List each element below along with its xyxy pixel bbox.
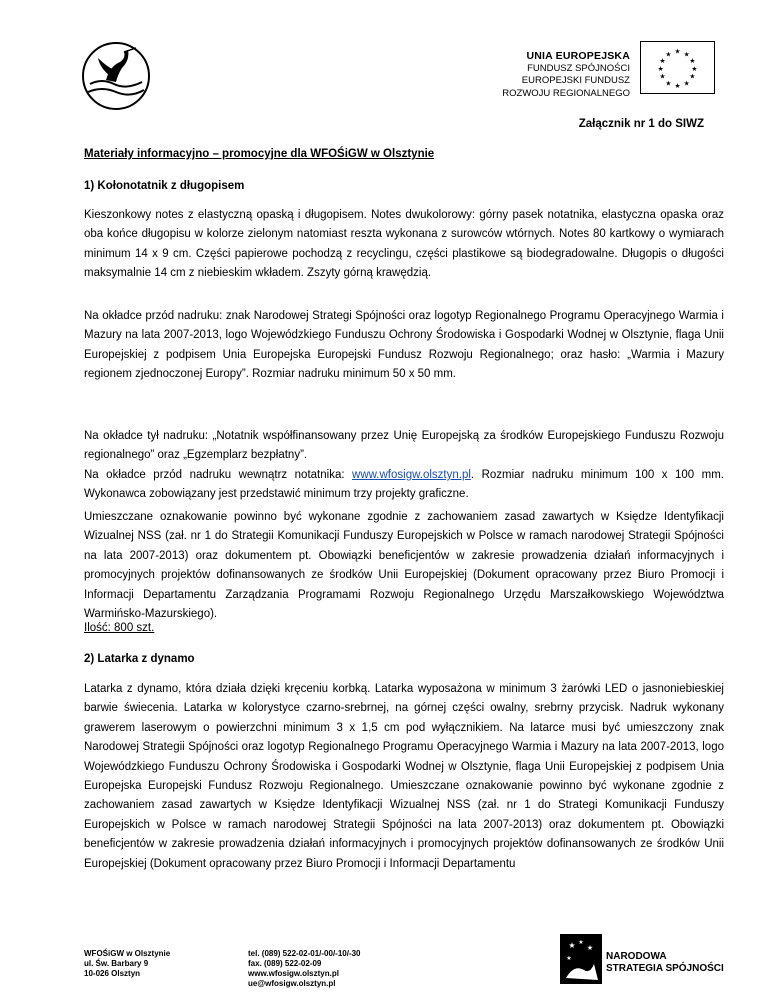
footer-phone: tel. (089) 522-02-01/-00/-10/-30 [248,949,361,958]
section-1-paragraph-1: Kieszonkowy notes z elastyczną opaską i długopisem. Notes dwukolorowy: górny pasek notatnika, elastyczna opaska oraz oba końce długopisu w kolorze zielonym natomiast reszta wykonana z surowców wtórnych. Notes 80 kartkowy o wymiarach minimum 14 x 9 cm. Części papierowe pochodzą z recyclingu, części plastikowe są biodegradowalne. Długopis o długości maksymalnie 14 cm z niebieskim wkładem. Zszyty górną krawędzią. [84,209,724,280]
nss-star-logo-icon [560,934,602,984]
footer-org-line-2: ul. Św. Barbary 9 [84,959,149,968]
section-1-paragraph-5: Umieszczane oznakowanie powinno być wykonane zgodnie z zachowaniem zasad zawartych w Księdze Identyfikacji Wizualnej NSS (zał. nr 1 do Strategii Komunikacji Funduszy Europejskich w Polsce w ramach narodowej Strategii Spójności na lata 2007-2013) oraz dokumentem pt. Obowiązki beneficjentów w zakresie prowadzenia działań informacyjnych i promocyjnych projektów dofinansowanych ze środków Unii Europejskiej (Dokument opracowany przez Biuro Promocji i Informacji Departamentu Zarządzania Programami Rozwoju Regionalnego Urzędu Marszałkowskiego Województwa Warmińsko-Mazurskiego). [84,511,724,621]
section-1-paragraph-4 [84,466,724,505]
svg-text:★: ★ [659,57,666,66]
svg-text:★: ★ [566,955,572,962]
annex-label: Załącznik nr 1 do SIWZ [578,118,704,130]
svg-text:★: ★ [674,47,681,56]
website-link[interactable]: www.wfosigw.olsztyn.pl [352,469,471,481]
svg-text:★: ★ [568,941,576,950]
footer-address [84,949,170,979]
eu-flag-icon [640,41,715,94]
section-1-heading: 1) Kołonotatnik z długopisem [84,180,245,192]
section-2-heading: 2) Latarka z dynamo [84,653,195,665]
footer-fax: fax. (089) 522-02-09 [248,959,322,968]
section-1-paragraph-2: Na okładce przód nadruku: znak Narodowej Strategi Spójności oraz logotyp Regionalnego Programu Operacyjnego Warmia i Mazury na lata 2007-2013, logo Wojewódzkiego Funduszu Ochrony Środowiska i Gospodarki Wodnej w Olsztynie, flaga Unii Europejskiej z podpisem Unia Europejska Europejski Fundusz Rozwoju Regionalnego; oraz hasło: „Warmia i Mazury regionem zjednoczonej Europy”. Rozmiar nadruku minimum 50 x 50 mm. [84,310,724,381]
paragraph-4-text-b: . Rozmiar nadruku minimum 100 x 100 mm. Wykonawca zobowiązany jest przedstawić minimum trzy projekty graficzne. [84,469,724,501]
svg-text:★: ★ [665,50,672,59]
footer-website[interactable]: www.wfosigw.olsztyn.pl [248,969,339,978]
svg-text:★: ★ [689,72,696,81]
footer-contact [248,949,361,989]
footer-org-line-1: WFOŚiGW w Olsztynie [84,949,171,958]
section-1-paragraph-3: Na okładce tył nadruku: „Notatnik współfinansowany przez Unię Europejską za środków Europejskiego Funduszu Rozwoju regionalnego” oraz „Egzemplarz bezpłatny”. [84,430,724,462]
svg-text:★: ★ [665,79,672,88]
svg-text:★: ★ [689,57,696,66]
section-2-paragraph-1: Latarka z dynamo, która działa dzięki kręceniu korbką. Latarka wyposażona w minimum 3 żarówki LED o jasnoniebieskiej barwie świecenia. Latarka w kolorystyce czarno-srebrnej, na górnej części owalny, srebrny przycisk. Nadruk wykonany grawerem laserowym o powierzchni minimum 3 x 1,5 cm pod wyłącznikiem. Na latarce musi być umieszczony znak Narodowej Strategii Spójności oraz logotyp Regionalnego Programu Operacyjnego Warmia i Mazury na lata 2007-2013, logo Wojewódzkiego Funduszu Ochrony Środowiska i Gospodarki Wodnej w Olsztynie, flaga Unii Europejskiej z podpisem Unia Europejska Europejski Fundusz Rozwoju Regionalnego. Umieszczane oznakowanie powinno być wykonane zgodnie z zachowaniem zasad zawartych w Księdze Identyfikacji Wizualnej NSS (zał. nr 1 do Strategi Komunikacji Funduszy Europejskich w Polsce w ramach narodowej Strategii Spójności na lata 2007-2013) oraz dokumentem pt. Obowiązki beneficjentów w zakresie prowadzenia działań informacyjnych i promocyjnych projektów dofinansowanych ze środków Unii Europejskiej (Dokument opracowany przez Biuro Promocji i Informacji Departamentu [84,683,724,870]
nss-line-2: STRATEGIA SPÓJNOŚCI [606,963,724,974]
wfosigw-stork-logo [80,40,152,112]
section-1-quantity: Ilość: 800 szt. [84,622,155,634]
eu-line-4: ROZWOJU REGIONALNEGO [502,87,630,99]
svg-text:★: ★ [578,939,584,946]
footer-org-line-3: 10-026 Olsztyn [84,969,141,978]
document-title: Materiały informacyjno – promocyjne dla WFOŚiGW w Olsztynie [84,148,435,160]
svg-text:★: ★ [586,944,594,952]
svg-text:★: ★ [659,72,666,81]
eu-line-1: UNIA EUROPEJSKA [526,50,630,62]
eu-line-3: EUROPEJSKI FUNDUSZ [521,75,630,86]
paragraph-4-text-a: Na okładce przód nadruku wewnątrz notatnika: [84,469,353,481]
svg-text:★: ★ [674,82,681,91]
svg-text:★: ★ [657,64,664,73]
eu-funding-text [490,50,630,100]
nss-line-1: NARODOWA [606,951,667,962]
eu-line-2: FUNDUSZ SPÓJNOŚCI [527,62,630,74]
nss-text [606,951,724,975]
svg-text:★: ★ [691,64,698,73]
svg-text:★: ★ [683,79,690,88]
svg-text:★: ★ [683,50,690,59]
footer-email[interactable]: ue@wfosigw.olsztyn.pl [248,979,336,988]
